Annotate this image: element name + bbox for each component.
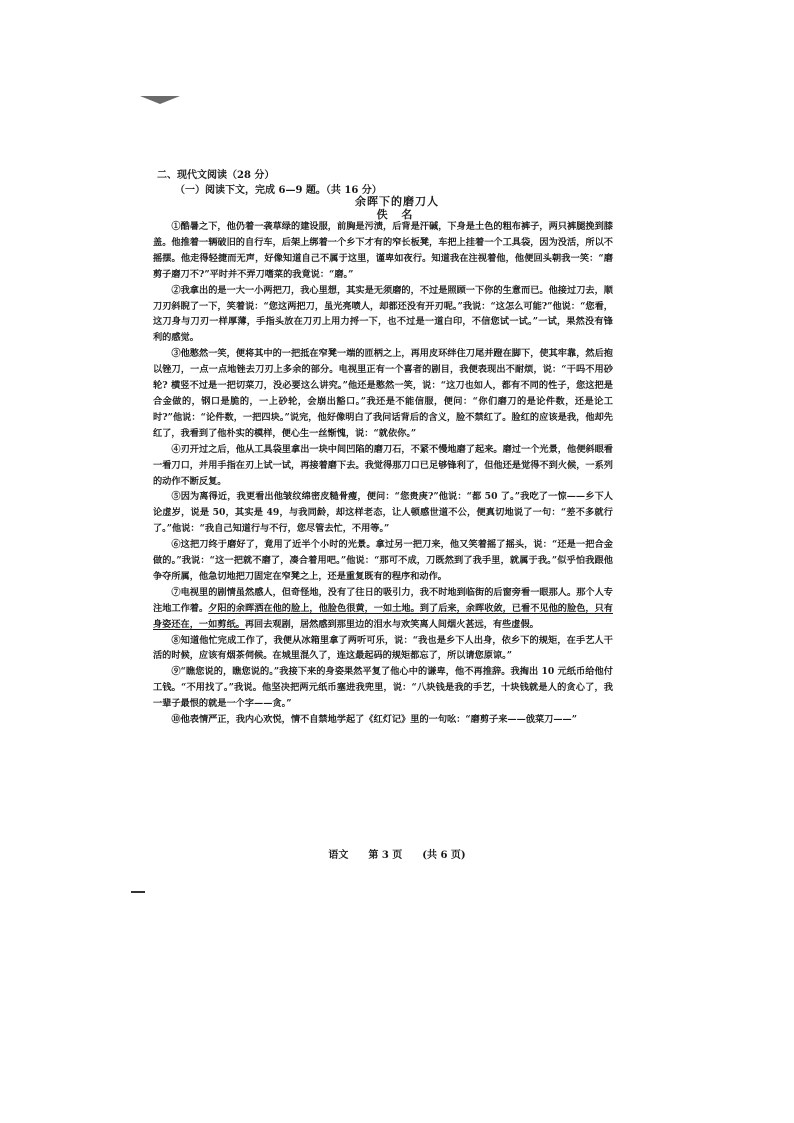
article-author: 佚 名 (376, 208, 418, 221)
paragraph-4 (153, 442, 613, 490)
scan-edge-mark (140, 96, 180, 104)
paragraph-text: ⑤因为离得近，我更看出他皱纹绵密皮糙骨瘦，便问：“您贵庚?”他说：“都 50 了。”我吃了一惊——乡下人论虚岁，说是 50，其实是 49，与我同龄，却这样老态，让人顿感世道不公，便真切地说了一句：“差不多就行了。”他说：“我自己知道行与不行，您尽管去忙，不用等。” (153, 491, 613, 535)
paragraph-text: ①酷暑之下，他仍着一袭草绿的建设服，前胸是污渍，后背是汗碱，下身是土色的粗布裤子，两只裤腿挽到膝盖。他推着一辆破旧的自行车，后架上绑着一个乡下才有的窄长板凳，车把上挂着一个工具袋，因为没活，所以不摇摆。他走得轻捷而无声，好像知道自己不属于这里，谨卑如夜行。知道我在注视着他，他便回头朝我一笑：“磨剪子磨刀不?”平时并不弄刀嗜菜的我竟说：“磨。” (153, 221, 613, 280)
paragraph-5 (153, 489, 613, 537)
paragraph-7 (153, 585, 613, 633)
paragraph-text: ⑩他表情严正，我内心欢悦，情不自禁地学起了《红灯记》里的一句吆：“磨剪子来——戗菜刀——” (171, 714, 578, 726)
paragraph-10 (153, 712, 613, 728)
question-instruction: （一）阅读下文，完成 6—9 题。（共 16 分） (175, 185, 382, 196)
paragraph-text: ⑥这把刀终于磨好了，竟用了近半个小时的光景。拿过另一把刀来，他又笑着摇了摇头，说：“还是一把合金做的。”我说：“这一把就不磨了，凑合着用吧。”他说：“那可不成，刀既然到了我手里，就属于我。”似乎怕我跟他争夺所属，他急切地把刀固定在窄凳之上，还是重复既有的程序和动作。 (153, 539, 613, 582)
scan-edge-mark-bottom (131, 891, 145, 893)
paragraph-text: ②我拿出的是一大一小两把刀，我心里想，其实是无须磨的，不过是照顾一下你的生意而已。他接过刀去，顺刀刃斜睨了一下，笑着说：“您这两把刀，虽光亮喷人，却都还没有开刃呢。”我说：“这怎么可能?”他说：“您看，这刀身与刀刃一样厚薄，手指头放在刀刃上用力捋一下，也不过是一道白印，不信您试一试。”一试，果然没有锋利的感觉。 (153, 284, 613, 344)
article-title: 余晖下的磨刀人 (355, 195, 439, 208)
paragraph-3 (153, 346, 613, 441)
paragraph-1 (153, 219, 613, 283)
paragraph-2 (153, 283, 613, 347)
paragraph-8 (153, 633, 613, 665)
section-heading: 二、现代文阅读（28 分） (157, 170, 275, 181)
paragraph-text: 再回去观剧，居然感到那里边的泪水与欢笑离人间烟火甚远，有些虚假。 (244, 618, 539, 630)
paragraph-text: ③他憨然一笑，便将其中的一把抵在窄凳一端的匝柄之上，再用皮环绊住刀尾并蹬在脚下，使其牢靠，然后抱以锉刀，一点一点地锉去刀刃上多余的部分。电视里正有一个喜者的剧目，我便表现出不耐烦，说：“干吗不用砂轮? 横竖不过是一把切菜刀，没必要这么讲究。”他还是憨然一笑，说：“这刀也如人，都有不同的性子，您这把是合金做的，钢口是脆的，一上砂轮，会崩出豁口。”我还是不能信服，便问：“你们磨刀的是论件数，还是论工时?”他说：“论件数，一把四块。”说完，他好像明白了我问话背后的含义，脸不禁红了。脸红的应该是我，他却先红了，我看到了他朴实的模样，便心生一丝惭愧，说：“就依你。” (153, 348, 613, 439)
paragraph-text: ⑧知道他忙完成工作了，我便从冰箱里拿了两听可乐，说：“我也是乡下人出身，依乡下的规矩，在手艺人干活的时候，应该有烟茶伺候。在城里混久了，连这最起码的规矩都忘了，所以请您原谅。” (153, 634, 613, 662)
page-footer: 语文 第 3 页 (共 6 页) (328, 850, 466, 861)
paragraph-text: ④刃开过之后，他从工具袋里拿出一块中间凹陷的磨刀石，不紧不慢地磨了起来。磨过一个光景，他便斜眼看一看刀口，并用手指在刃上试一试，再接着磨下去。我觉得那刀口已足够锋利了，但他还是觉得不到火候，一系列的动作不断反复。 (153, 443, 613, 487)
paragraph-text: ⑨“瞧您说的，瞧您说的。”我接下来的身姿果然平复了他心中的谦卑，他不再推辞。我掏出 10 元纸币给他付工钱。“不用找了。”我说。他坚决把两元纸币塞进我兜里，说：“八块钱是我的手艺，十块钱就是人的贪心了，我一辈子最恨的就是一个字——贪。” (153, 666, 613, 710)
paragraph-6 (153, 537, 613, 585)
article-body (153, 219, 613, 728)
underlined-sentence: 夕阳的余晖洒在他的脸上，他脸色很黄，一如土地。到了后来，余晖收敛，已看不见他的脸色，只有身姿还在，一如剪纸。 (153, 602, 613, 630)
paragraph-text: ⑦电视里的剧情虽然感人，但奇怪地，没有了往日的吸引力，我不时地到临街的后窗旁看一眼那人。那个人专注地工作着。 (153, 586, 613, 614)
paragraph-9 (153, 664, 613, 712)
